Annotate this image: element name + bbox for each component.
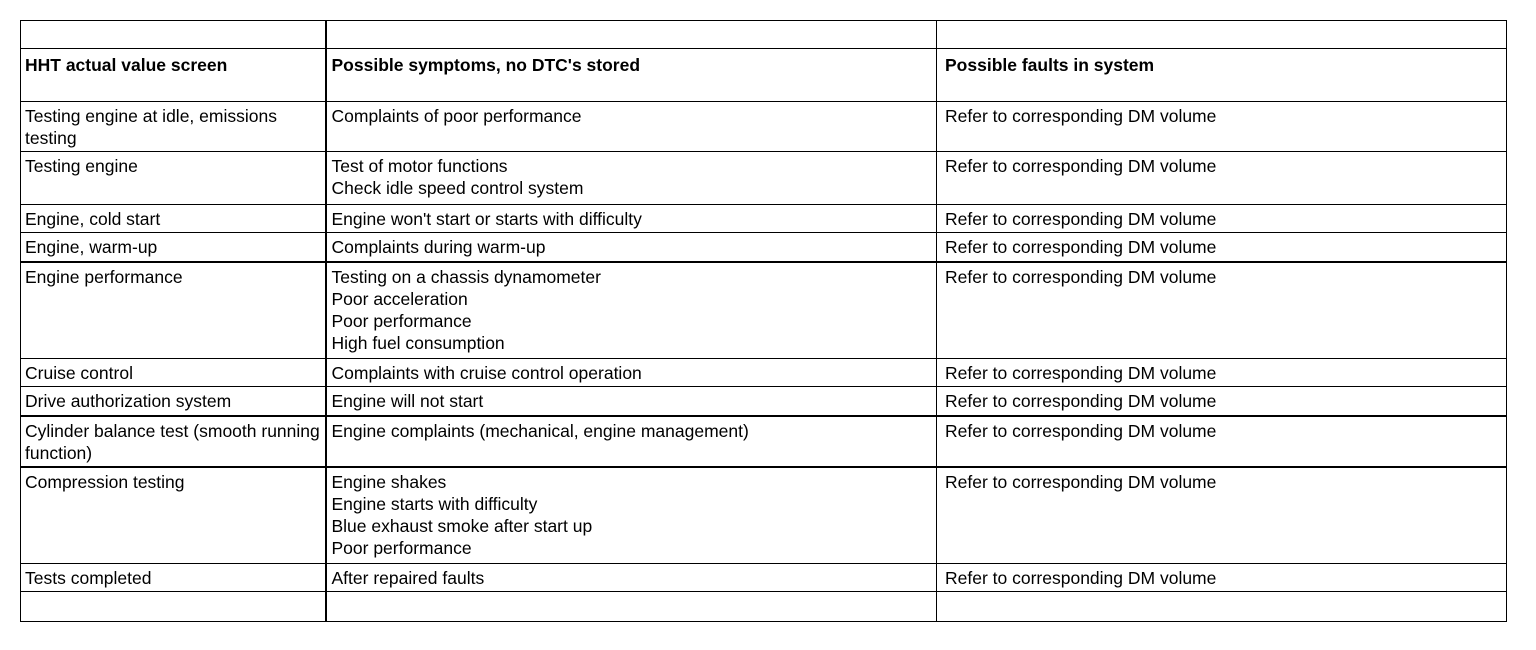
table-row (21, 359, 1507, 387)
faults-cell: Refer to corresponding DM volume (937, 467, 1507, 564)
blank-cell (21, 592, 326, 622)
symptom-line: Testing on a chassis dynamometer (331, 266, 601, 287)
symptom-line: Complaints of poor performance (331, 106, 582, 126)
blank-bottom-row (21, 592, 1507, 622)
screen-cell: Engine, warm-up (21, 233, 326, 262)
faults-cell: Refer to corresponding DM volume (937, 152, 1507, 205)
symptoms-cell (326, 233, 937, 262)
faults-cell: Refer to corresponding DM volume (937, 387, 1507, 416)
header-faults: Possible faults in system (937, 49, 1507, 102)
faults-cell: Refer to corresponding DM volume (937, 205, 1507, 233)
symptoms-cell (326, 102, 937, 152)
symptoms-cell (326, 416, 937, 467)
blank-cell (937, 592, 1507, 622)
blank-top-row (21, 21, 1507, 49)
faults-cell: Refer to corresponding DM volume (937, 262, 1507, 359)
screen-cell: Tests completed (21, 564, 326, 592)
symptom-line: Complaints during warm-up (331, 237, 546, 257)
blank-cell (326, 21, 937, 49)
faults-cell: Refer to corresponding DM volume (937, 359, 1507, 387)
symptom-line: Poor performance (331, 310, 472, 331)
symptom-line: Poor performance (331, 537, 472, 558)
symptom-line: Test of motor functions (331, 156, 508, 176)
symptom-line: Check idle speed control system (331, 178, 584, 198)
faults-cell: Refer to corresponding DM volume (937, 564, 1507, 592)
symptoms-cell (326, 564, 937, 592)
table-row (21, 233, 1507, 262)
header-row (21, 49, 1507, 102)
table-row (21, 416, 1507, 467)
screen-cell: Cruise control (21, 359, 326, 387)
table-row (21, 564, 1507, 592)
symptoms-cell (326, 359, 937, 387)
faults-cell: Refer to corresponding DM volume (937, 416, 1507, 467)
symptom-line: Engine starts with difficulty (331, 493, 538, 514)
screen-cell: Testing engine at idle, emissions testing (21, 102, 326, 152)
table-row (21, 102, 1507, 152)
symptoms-cell (326, 387, 937, 416)
faults-cell: Refer to corresponding DM volume (937, 102, 1507, 152)
table-row (21, 262, 1507, 359)
symptom-line: Engine shakes (331, 471, 447, 492)
header-screen: HHT actual value screen (21, 49, 326, 102)
screen-cell: Engine performance (21, 262, 326, 359)
faults-cell: Refer to corresponding DM volume (937, 233, 1507, 262)
symptoms-cell (326, 262, 937, 359)
symptoms-cell (326, 205, 937, 233)
symptoms-cell (326, 152, 937, 205)
blank-cell (937, 21, 1507, 49)
symptom-line: High fuel consumption (331, 332, 505, 353)
symptom-line: Engine complaints (mechanical, engine management) (331, 420, 749, 441)
symptom-line: Poor acceleration (331, 288, 468, 309)
screen-cell: Engine, cold start (21, 205, 326, 233)
symptoms-cell (326, 467, 937, 564)
table-row (21, 205, 1507, 233)
screen-cell: Drive authorization system (21, 387, 326, 416)
screen-cell: Compression testing (21, 467, 326, 564)
blank-cell (326, 592, 937, 622)
header-symptoms: Possible symptoms, no DTC's stored (326, 49, 937, 102)
table-row (21, 387, 1507, 416)
symptom-line: Engine will not start (331, 391, 484, 411)
screen-cell: Cylinder balance test (smooth running function) (21, 416, 326, 467)
symptom-line: After repaired faults (331, 568, 485, 588)
symptom-line: Blue exhaust smoke after start up (331, 515, 593, 536)
table-row (21, 152, 1507, 205)
diagnostic-table (20, 20, 1507, 622)
symptom-line: Complaints with cruise control operation (331, 363, 642, 383)
table-row (21, 467, 1507, 564)
symptom-line: Engine won't start or starts with difficulty (331, 209, 642, 229)
blank-cell (21, 21, 326, 49)
screen-cell: Testing engine (21, 152, 326, 205)
